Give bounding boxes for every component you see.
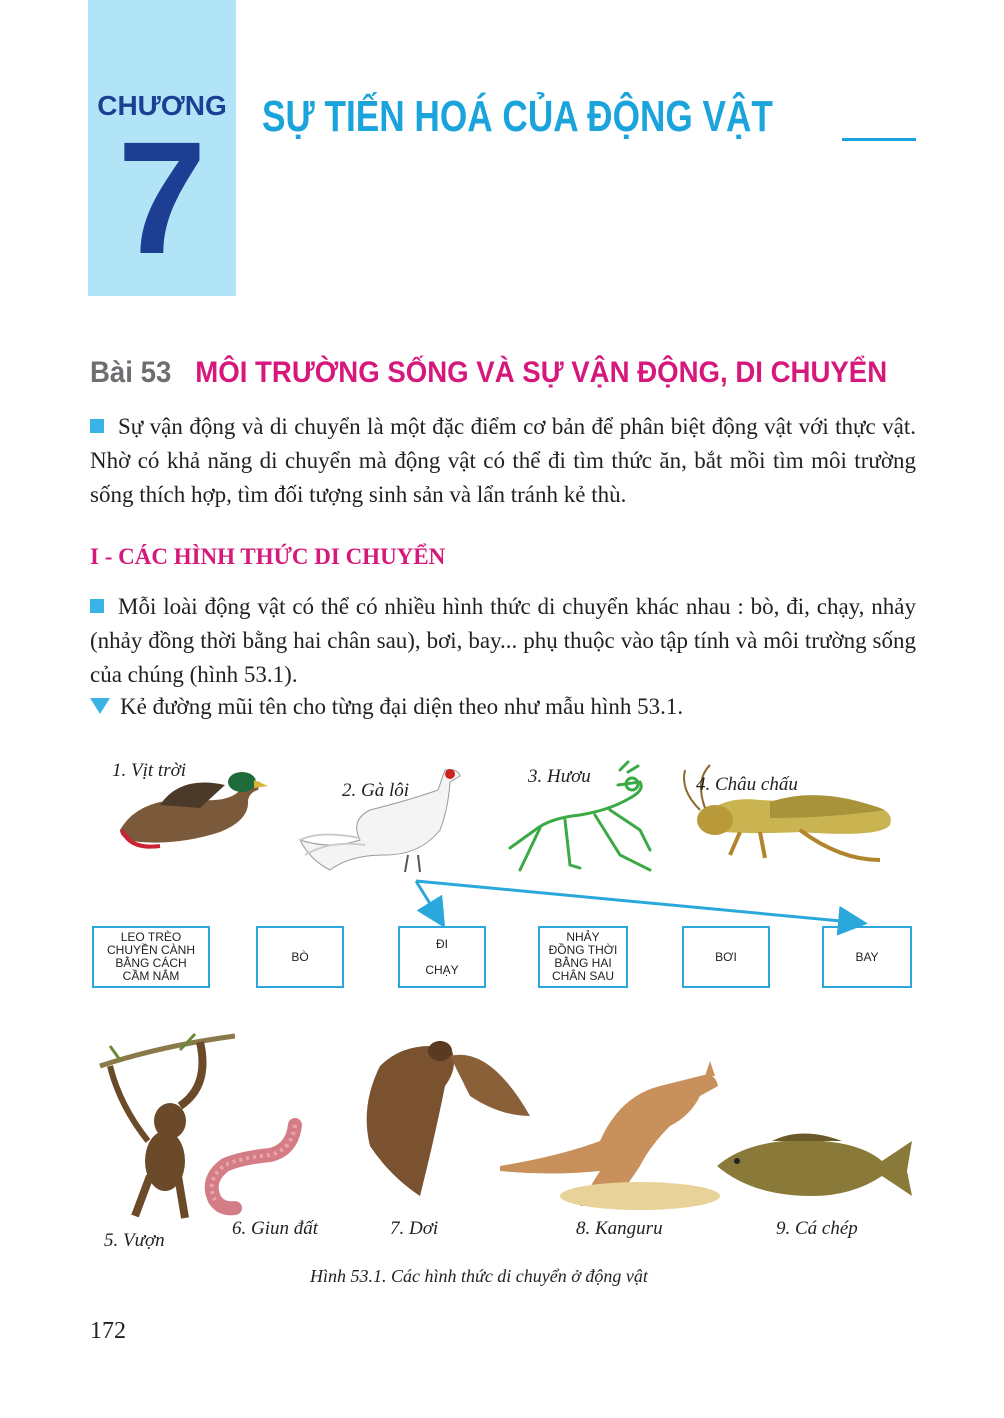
square-bullet-icon <box>90 599 104 613</box>
animal-label: 5. Vượn <box>104 1230 165 1251</box>
chapter-box <box>88 0 236 296</box>
lesson-title: MÔI TRƯỜNG SỐNG VÀ SỰ VẬN ĐỘNG, DI CHUYỂN <box>195 356 888 389</box>
animal-label: 2. Gà lôi <box>342 780 410 801</box>
kangaroo-illustration <box>500 1056 720 1216</box>
intro-text: Sự vận động và di chuyển là một đặc điểm cơ bản để phân biệt động vật với thực vật. Nhờ có khả năng di chuyển mà động vật có thể đi tìm thức ăn, bắt mồi tìm môi trường sống thích hợp, tìm đối tượng sinh sản và lẩn tránh kẻ thù. <box>90 414 916 507</box>
movement-box-fly: BAY <box>822 926 912 988</box>
earthworm-illustration <box>200 1120 310 1210</box>
triangle-bullet-icon <box>90 698 110 714</box>
animal-label: 9. Cá chép <box>776 1218 858 1239</box>
chapter-word: CHƯƠNG <box>97 90 227 121</box>
lesson-heading <box>90 356 887 390</box>
chapter-title: SỰ TIẾN HOÁ CỦA ĐỘNG VẬT <box>262 92 773 141</box>
section-title: I - CÁC HÌNH THỨC DI CHUYỂN <box>90 544 446 569</box>
animal-label: 4. Châu chấu <box>696 774 798 795</box>
arrow-to-fly <box>416 881 862 923</box>
animal-label: 6. Giun đất <box>232 1218 319 1239</box>
chapter-number: 7 <box>117 108 207 287</box>
movement-box-climb: LEO TRÈO CHUYỀN CÀNH BẰNG CÁCH CẦM NẮM <box>92 926 210 988</box>
chapter-title-underline <box>842 138 916 141</box>
movement-box-walk-run: ĐI CHẠY <box>398 926 486 988</box>
task-paragraph <box>90 690 916 724</box>
animal-label: 7. Dơi <box>390 1218 439 1239</box>
figure-caption: Hình 53.1. Các hình thức di chuyển ở động vật <box>310 1266 648 1286</box>
lesson-number: Bài 53 <box>90 356 172 389</box>
pheasant-illustration <box>290 760 480 880</box>
task-text: Kẻ đường mũi tên cho từng đại diện theo như mẫu hình 53.1. <box>120 694 684 719</box>
page-number: 172 <box>90 1318 126 1344</box>
movement-box-jump: NHẢY ĐỒNG THỜI BẰNG HAI CHÂN SAU <box>538 926 628 988</box>
movement-box-crawl: BÒ <box>256 926 344 988</box>
animal-label: 1. Vịt trời <box>112 760 187 781</box>
animal-label: 3. Hươu <box>528 766 591 787</box>
movement-box-swim: BƠI <box>682 926 770 988</box>
section-text: Mỗi loài động vật có thể có nhiều hình thức di chuyển khác nhau : bò, đi, chạy, nhảy (nhảy đồng thời bằng hai chân sau), bơi, bay... phụ thuộc vào tập tính và môi trường sống của chúng (hình 53.1). <box>90 594 916 687</box>
section-paragraph <box>90 590 916 692</box>
intro-paragraph <box>90 410 916 512</box>
carp-illustration <box>712 1126 917 1206</box>
arrow-to-walk <box>416 881 442 923</box>
animal-label: 8. Kanguru <box>576 1218 663 1239</box>
square-bullet-icon <box>90 419 104 433</box>
